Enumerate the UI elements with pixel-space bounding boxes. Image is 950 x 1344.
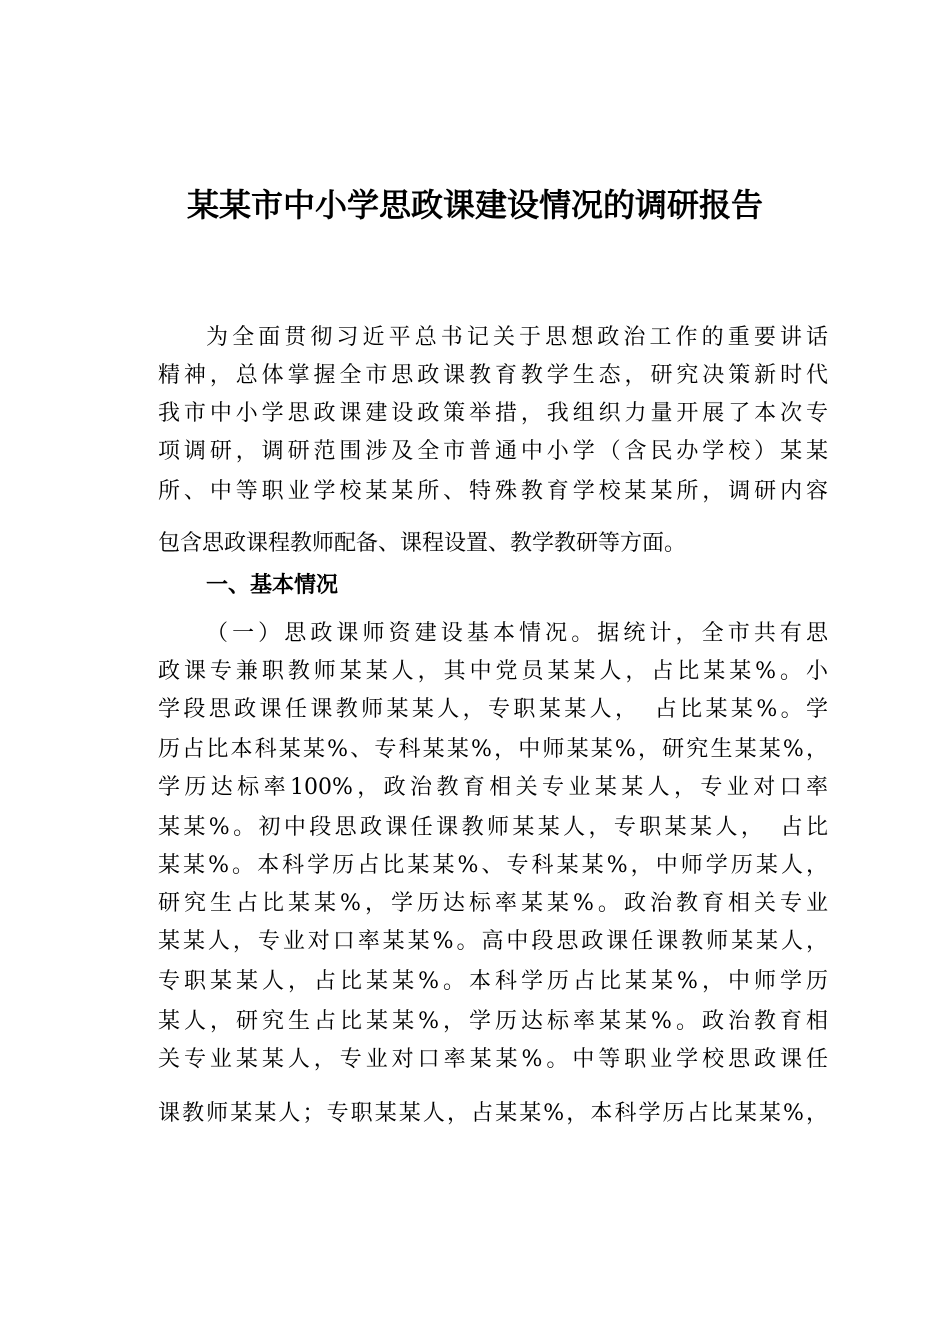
paragraph-line: 我市中小学思政课建设政策举措，我组织力量开展了本次专 bbox=[158, 401, 828, 426]
paragraph-line: 关专业某某人，专业对口率某某%。中等职业学校思政课任 bbox=[158, 1047, 828, 1072]
paragraph-line: 为全面贯彻习近平总书记关于思想政治工作的重要讲话 bbox=[206, 325, 828, 350]
paragraph-line: 研究生占比某某%，学历达标率某某%。政治教育相关专业 bbox=[158, 891, 828, 916]
paragraph-line: 某某人，专业对口率某某%。高中段思政课任课教师某某人， bbox=[158, 929, 828, 954]
paragraph-line: 某某%。初中段思政课任课教师某某人，专职某某人， 占比 bbox=[158, 815, 828, 840]
paragraph-line: 学段思政课任课教师某某人，专职某某人， 占比某某%。学 bbox=[158, 697, 828, 722]
paragraph-line: 课教师某某人；专职某某人，占某某%，本科学历占比某某%， bbox=[158, 1101, 828, 1126]
document-title: 某某市中小学思政课建设情况的调研报告 bbox=[186, 186, 763, 224]
paragraph-line: 专职某某人，占比某某%。本科学历占比某某%，中师学历 bbox=[158, 969, 828, 994]
paragraph-line: 某某%。本科学历占比某某%、专科某某%，中师学历某人， bbox=[158, 853, 828, 878]
section-heading: 一、基本情况 bbox=[206, 573, 339, 598]
paragraph-line: 学历达标率100%，政治教育相关专业某某人，专业对口率 bbox=[158, 775, 828, 800]
paragraph-line: （一）思政课师资建设基本情况。据统计，全市共有思 bbox=[206, 621, 828, 646]
paragraph-line: 项调研，调研范围涉及全市普通中小学（含民办学校）某某 bbox=[158, 439, 828, 464]
paragraph-line: 精神，总体掌握全市思政课教育教学生态，研究决策新时代 bbox=[158, 363, 828, 388]
paragraph-line: 政课专兼职教师某某人，其中党员某某人，占比某某%。小 bbox=[158, 659, 828, 684]
paragraph-line: 所、中等职业学校某某所、特殊教育学校某某所，调研内容 bbox=[158, 479, 828, 504]
paragraph-line: 某人，研究生占比某某%，学历达标率某某%。政治教育相 bbox=[158, 1009, 828, 1034]
paragraph-line: 包含思政课程教师配备、课程设置、教学教研等方面。 bbox=[158, 531, 687, 556]
paragraph-line: 历占比本科某某%、专科某某%，中师某某%，研究生某某%， bbox=[158, 737, 828, 762]
